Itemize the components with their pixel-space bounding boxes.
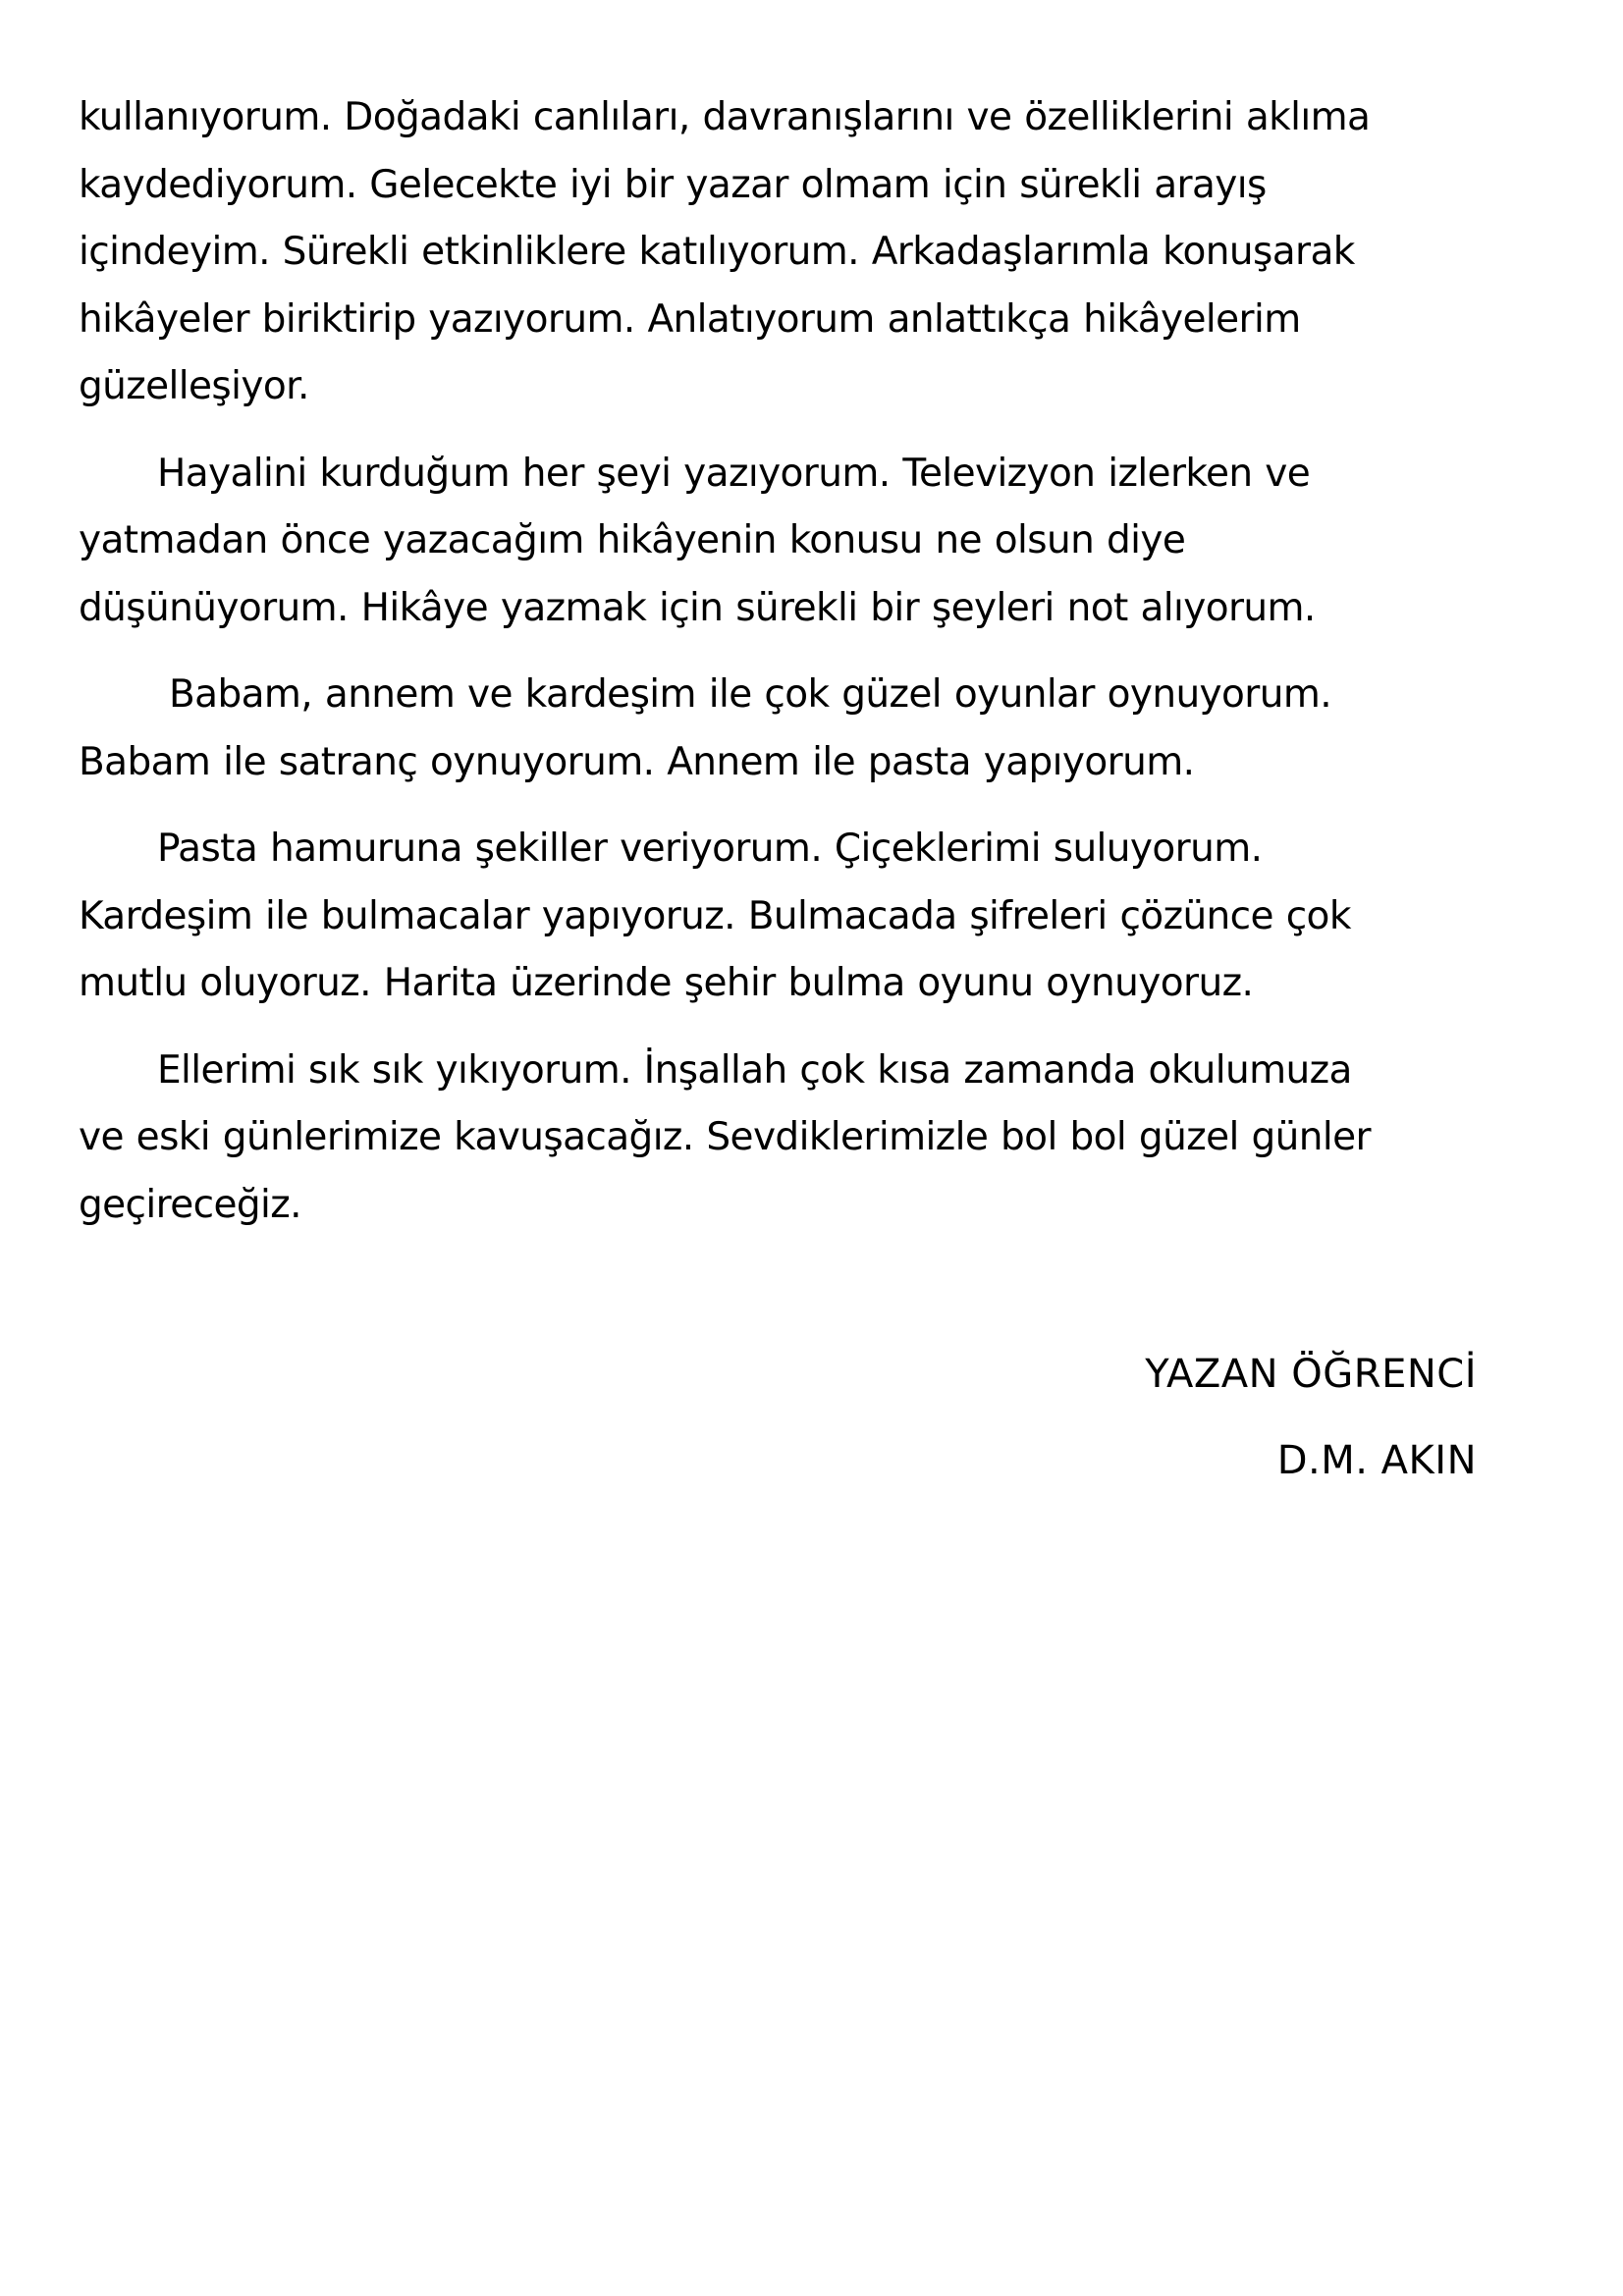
text-line: geçireceğiz. [79,1182,301,1227]
signature-block [1145,1331,1477,1504]
text-line: yatmadan önce yazacağım hikâyenin konusu ne olsun diye [79,518,1186,562]
paragraph-1 [79,84,1492,421]
text-line: kaydediyorum. Gelecekte iyi bir yazar olmam için sürekli arayış [79,162,1267,207]
paragraph-5 [79,1038,1492,1240]
paragraph-4 [79,816,1492,1018]
essay-body [79,84,1492,1258]
text-line: düşünüyorum. Hikâye yazmak için sürekli bir şeyleri not alıyorum. [79,585,1316,630]
text-line: hikâyeler biriktirip yazıyorum. Anlatıyorum anlattıkça hikâyelerim [79,296,1301,342]
text-line: Babam, annem ve kardeşim ile çok güzel oyunlar oynuyorum. [169,672,1332,717]
text-line: Kardeşim ile bulmacalar yapıyoruz. Bulmacada şifreleri çözünce çok [79,893,1351,938]
text-line: Pasta hamuruna şekiller veriyorum. Çiçeklerimi suluyorum. [157,827,1263,871]
text-line: Ellerimi sık sık yıkıyorum. İnşallah çok kısa zamanda okulumuza [157,1047,1352,1093]
paragraph-3 [79,662,1492,796]
text-line: içindeyim. Sürekli etkinliklere katılıyorum. Arkadaşlarımla konuşarak [79,230,1355,274]
text-line: Hayalini kurduğum her şeyi yazıyorum. Televizyon izlerken ve [157,451,1311,496]
signature-label: YAZAN ÖĞRENCİ [1145,1352,1477,1397]
text-line: ve eski günlerimize kavuşacağız. Sevdiklerimizle bol bol güzel günler [79,1115,1371,1159]
text-line: mutlu oluyoruz. Harita üzerinde şehir bulma oyunu oynuyoruz. [79,961,1254,1005]
text-line: kullanıyorum. Doğadaki canlıları, davranışlarını ve özelliklerini aklıma [79,95,1371,139]
paragraph-2 [79,441,1492,643]
text-line: Babam ile satranç oynuyorum. Annem ile pasta yapıyorum. [79,739,1195,784]
text-line: güzelleşiyor. [79,364,309,408]
author-name: D.M. AKIN [1276,1438,1477,1483]
